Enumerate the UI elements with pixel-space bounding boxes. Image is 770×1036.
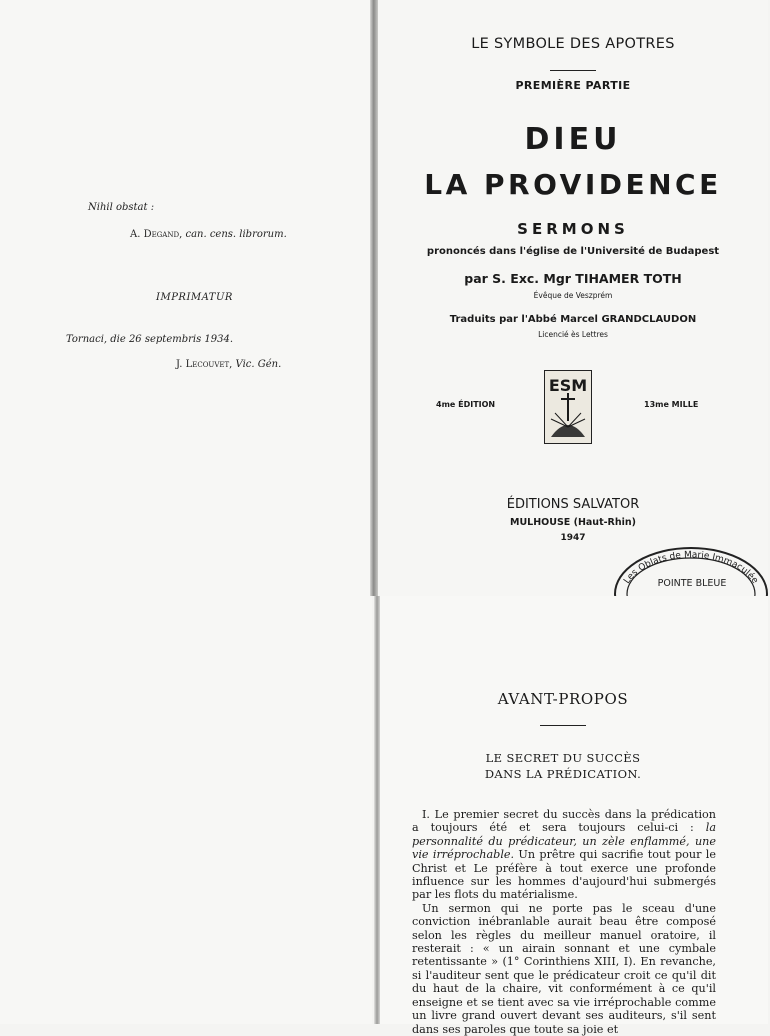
foreword-heading: AVANT-PROPOS <box>497 690 629 708</box>
foreword-body <box>412 808 716 1036</box>
translator-role: Licencié ès Lettres <box>538 330 608 339</box>
emblem-icon <box>545 371 591 443</box>
vicar-title: Vic. Gén. <box>235 359 282 370</box>
paragraph-text: Un prêtre qui sacrifie tout pour le Christ et Le préfère à tout exerce une profonde influence sur les hommes d'aujourd'hui submergés par les flots du matérialisme. <box>412 848 716 902</box>
paragraph <box>412 808 716 902</box>
translator-line: Traduits par l'Abbé Marcel GRANDCLAUDON <box>449 314 697 325</box>
vicar-signature <box>176 359 281 370</box>
title-line-2: LA PROVIDENCE <box>424 168 722 201</box>
imprimatur: IMPRIMATUR <box>156 292 233 303</box>
thousand-label: 13me MILLE <box>644 400 699 409</box>
divider <box>540 725 586 726</box>
edition-label: 4me ÉDITION <box>436 400 496 409</box>
subheading-line-1: LE SECRET DU SUCCÈS <box>485 751 641 765</box>
paragraph-emphasis: la personnalité du prédicateur, un zèle enflammé, une vie irréprochable. <box>412 821 716 862</box>
vicar-name: J. Lecouvet, <box>176 359 233 370</box>
title-line-1: DIEU <box>524 122 622 157</box>
genre: SERMONS <box>517 220 629 238</box>
publisher-name: ÉDITIONS SALVATOR <box>506 497 640 512</box>
foreword-page <box>380 596 768 1036</box>
place-date: Tornaci, die 26 septembris 1934. <box>66 334 234 345</box>
paragraph: Un sermon qui ne porte pas le sceau d'une conviction inébranlable aurait beau être composé selon les règles du meilleur manuel oratoire, il resterait : « un airain sonnant et une cymbale retentissante » (1° Corinthiens XIII, I). En revanche, si l'auditeur sent que le prédicateur croit ce qu'il dit du haut de la chaire, vit conformément à ce qu'il enseigne et se tient avec sa vie irréprochable comme un livre grand ouvert devant ses auditeurs, s'il sent dans ses paroles que toute sa joie et <box>412 901 716 1036</box>
stamp-center-text: POINTE BLEUE <box>657 578 727 589</box>
censor-title: can. cens. librorum. <box>185 229 287 240</box>
publisher-city: MULHOUSE (Haut-Rhin) <box>510 517 636 528</box>
left-page <box>0 0 372 1024</box>
series-title: LE SYMBOLE DES APOTRES <box>471 36 675 52</box>
author-role: Évêque de Veszprém <box>533 291 613 300</box>
subheading-line-2: DANS LA PRÉDICATION. <box>484 767 642 781</box>
stamp-top-text: Les Oblats de Marie Immaculée <box>622 550 760 586</box>
censor-signature <box>130 229 287 240</box>
book-gutter <box>370 0 378 596</box>
author-line: par S. Exc. Mgr TIHAMER TOTH <box>464 271 682 286</box>
publisher-emblem <box>544 370 592 444</box>
censor-name: A. Degand, <box>130 229 183 240</box>
paragraph-text: I. Le premier secret du succès dans la prédication a toujours été et sera toujours celui-ci : <box>412 808 716 835</box>
divider <box>550 70 596 71</box>
part-label: PREMIÈRE PARTIE <box>515 79 631 92</box>
delivered-line: prononcés dans l'église de l'Université de Budapest <box>426 246 720 257</box>
emblem-letters: ESM <box>548 376 588 395</box>
title-page <box>378 0 768 596</box>
publication-year: 1947 <box>560 533 586 543</box>
nihil-obstat: Nihil obstat : <box>88 202 155 213</box>
